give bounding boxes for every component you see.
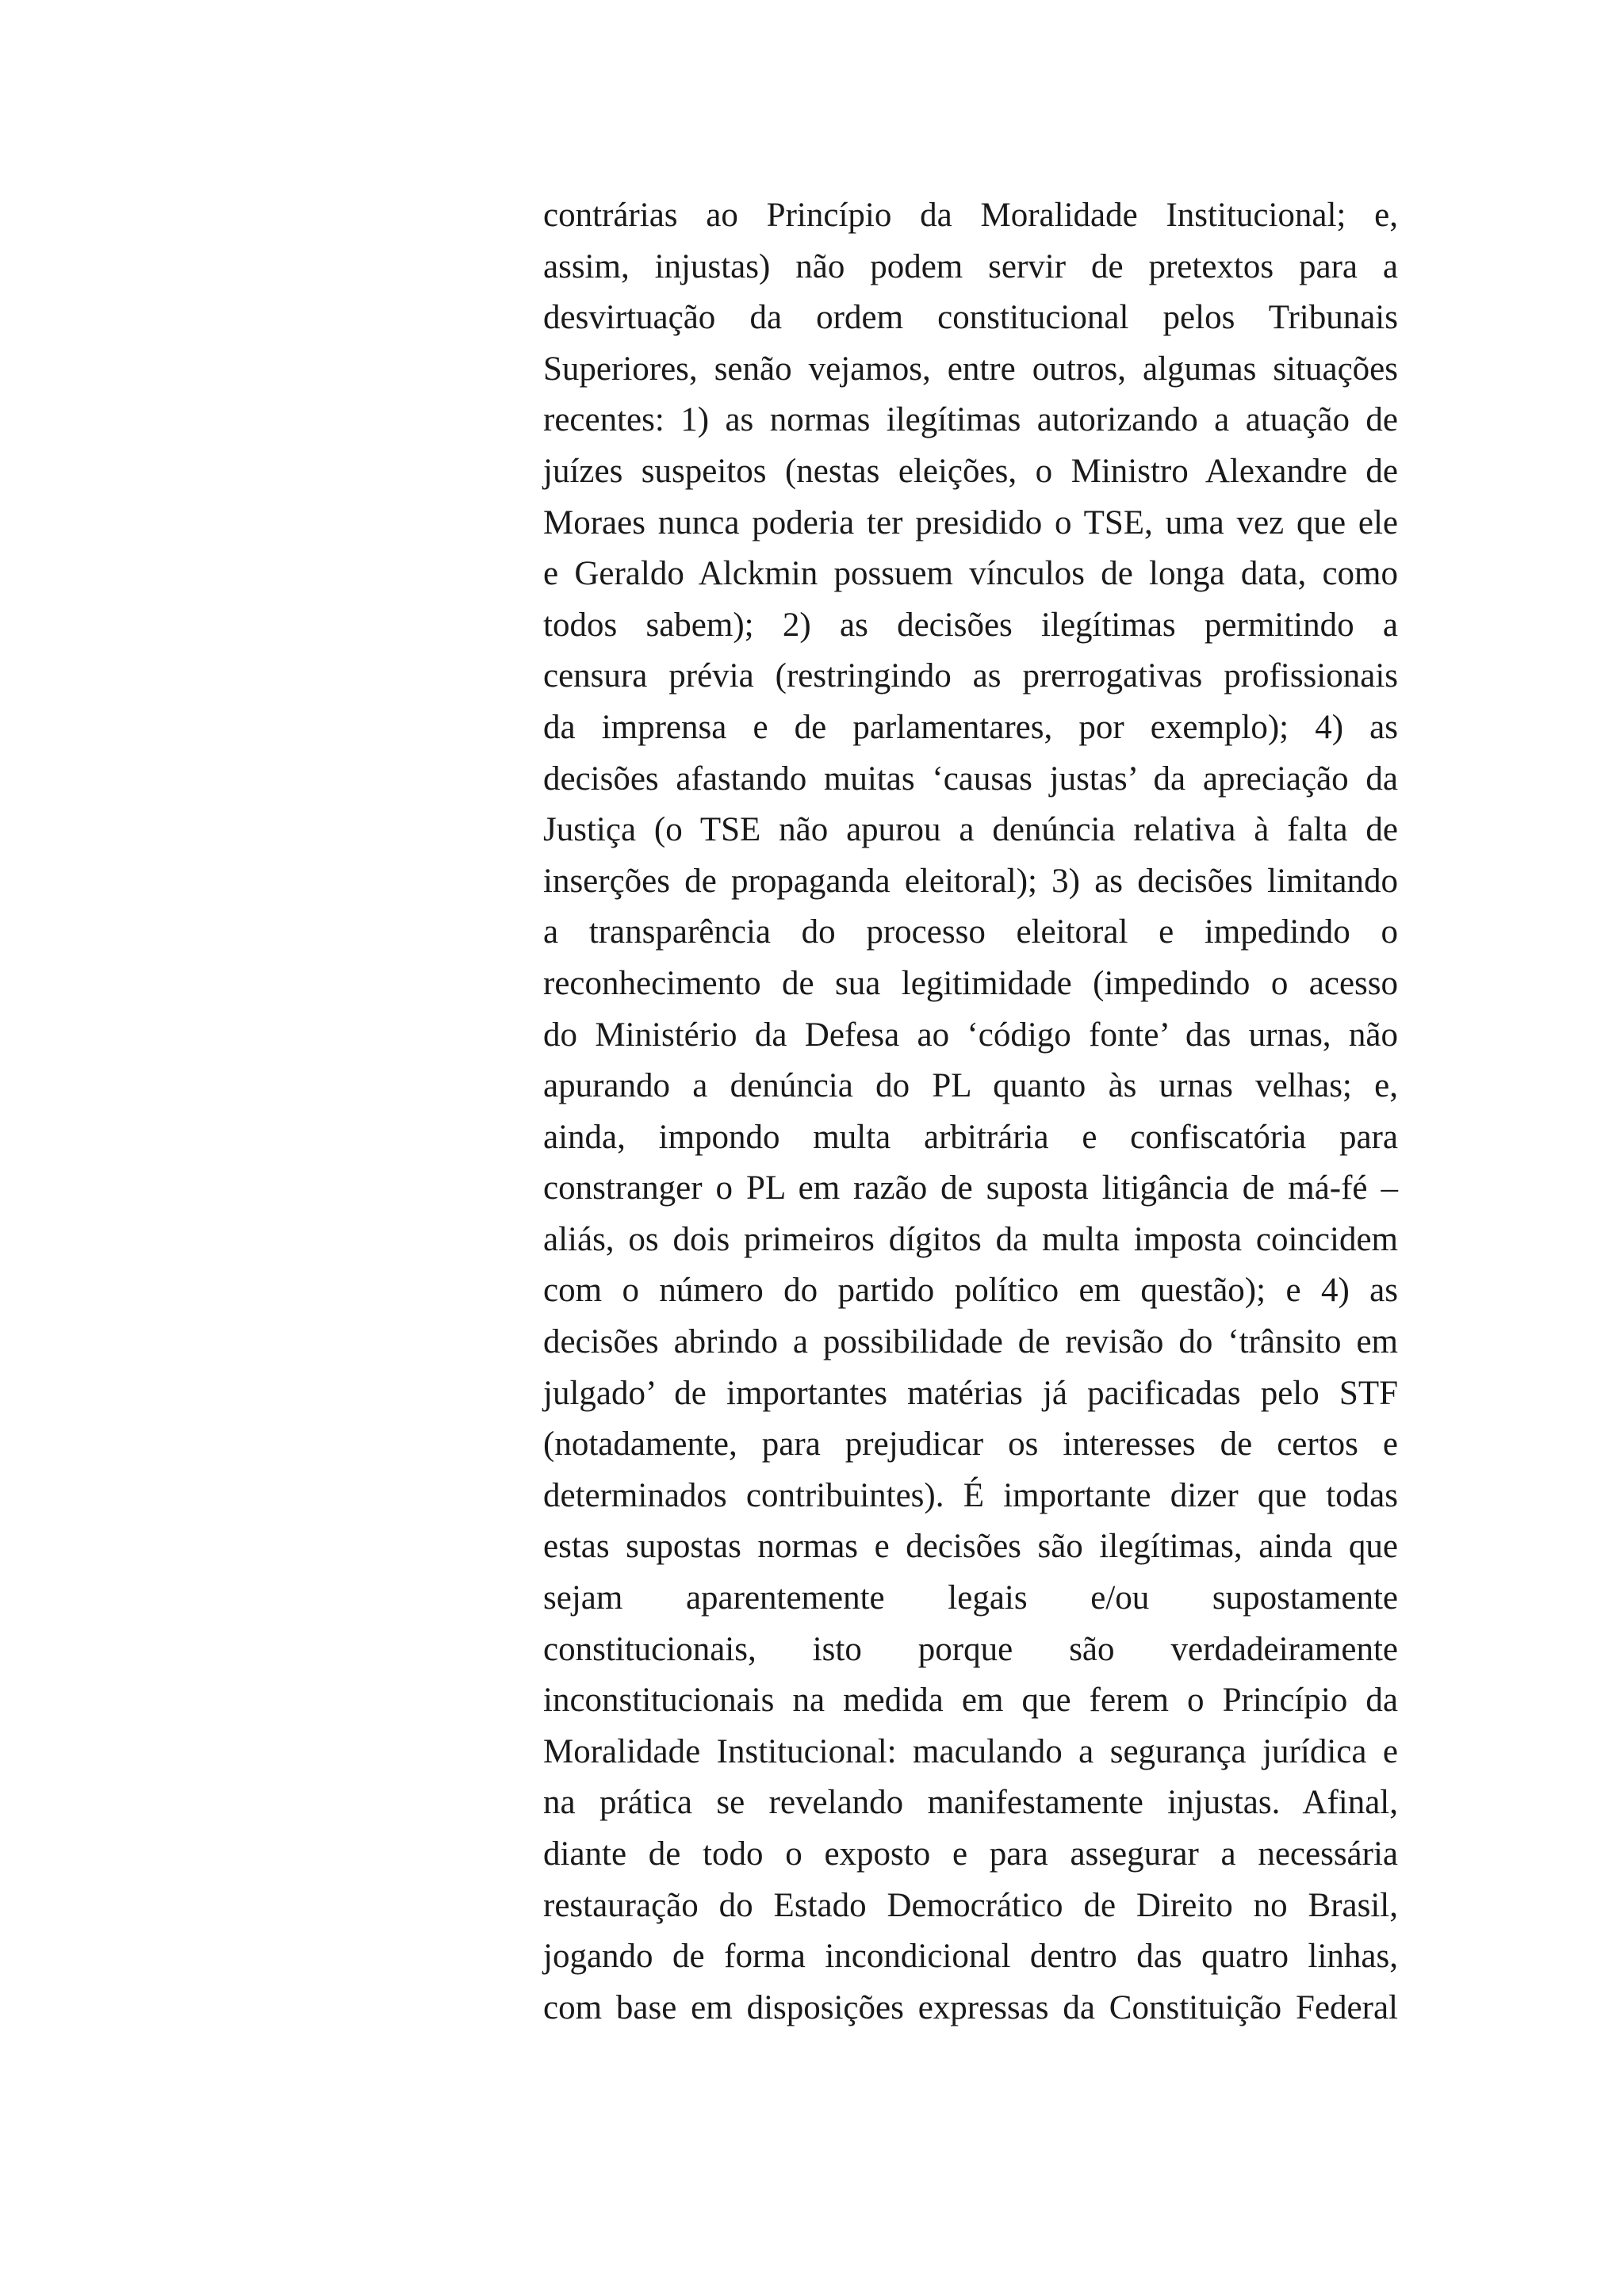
text-line: jogando de forma incondicional dentro das quatro linhas, <box>543 1938 1398 1976</box>
text-line: apurando a denúncia do PL quanto às urnas velhas; e, <box>543 1067 1398 1105</box>
text-line: com o número do partido político em questão); e 4) as <box>543 1272 1398 1310</box>
text-line: juízes suspeitos (nestas eleições, o Ministro Alexandre de <box>543 452 1398 490</box>
text-line: diante de todo o exposto e para assegurar a necessária <box>543 1835 1398 1873</box>
text-line: todos sabem); 2) as decisões ilegítimas permitindo a <box>543 606 1398 644</box>
text-line: constitucionais, isto porque são verdadeiramente <box>543 1630 1398 1668</box>
text-line: inserções de propaganda eleitoral); 3) as decisões limitando <box>543 862 1398 900</box>
text-line: contrárias ao Princípio da Moralidade Institucional; e, <box>543 197 1398 234</box>
text-line: sejam aparentemente legais e/ou supostamente <box>543 1579 1398 1617</box>
text-line: aliás, os dois primeiros dígitos da multa imposta coincidem <box>543 1220 1398 1258</box>
text-line: inconstitucionais na medida em que ferem o Princípio da <box>543 1682 1398 1720</box>
text-line: Moraes nunca poderia ter presidido o TSE, uma vez que ele <box>543 503 1398 541</box>
text-line: julgado’ de importantes matérias já pacificadas pelo STF <box>543 1374 1398 1412</box>
text-line: do Ministério da Defesa ao ‘código fonte’ das urnas, não <box>543 1016 1398 1054</box>
text-line: desvirtuação da ordem constitucional pelos Tribunais <box>543 299 1398 337</box>
text-line: estas supostas normas e decisões são ilegítimas, ainda que <box>543 1528 1398 1566</box>
text-line: decisões afastando muitas ‘causas justas’ da apreciação da <box>543 760 1398 798</box>
text-line: na prática se revelando manifestamente injustas. Afinal, <box>543 1784 1398 1822</box>
text-line: da imprensa e de parlamentares, por exemplo); 4) as <box>543 708 1398 746</box>
text-line: constranger o PL em razão de suposta litigância de má-fé – <box>543 1169 1398 1207</box>
text-line: Superiores, senão vejamos, entre outros, algumas situações <box>543 350 1398 388</box>
text-line: decisões abrindo a possibilidade de revisão do ‘trânsito em <box>543 1323 1398 1361</box>
text-line: restauração do Estado Democrático de Direito no Brasil, <box>543 1886 1398 1924</box>
text-line: a transparência do processo eleitoral e impedindo o <box>543 913 1398 951</box>
text-line: Justiça (o TSE não apurou a denúncia relativa à falta de <box>543 811 1398 849</box>
body-paragraph <box>543 190 1398 2034</box>
text-line: Moralidade Institucional: maculando a segurança jurídica e <box>543 1732 1398 1770</box>
text-line: recentes: 1) as normas ilegítimas autorizando a atuação de <box>543 401 1398 439</box>
text-line: reconhecimento de sua legitimidade (impedindo o acesso <box>543 964 1398 1002</box>
text-line: com base em disposições expressas da Constituição Federal <box>543 1988 1398 2026</box>
text-line: (notadamente, para prejudicar os interesses de certos e <box>543 1425 1398 1464</box>
text-line: determinados contribuintes). É importante dizer que todas <box>543 1476 1398 1514</box>
text-line: assim, injustas) não podem servir de pretextos para a <box>543 247 1398 285</box>
text-line: censura prévia (restringindo as prerrogativas profissionais <box>543 657 1398 695</box>
text-line: ainda, impondo multa arbitrária e confiscatória para <box>543 1118 1398 1156</box>
text-line: e Geraldo Alckmin possuem vínculos de longa data, como <box>543 555 1398 593</box>
